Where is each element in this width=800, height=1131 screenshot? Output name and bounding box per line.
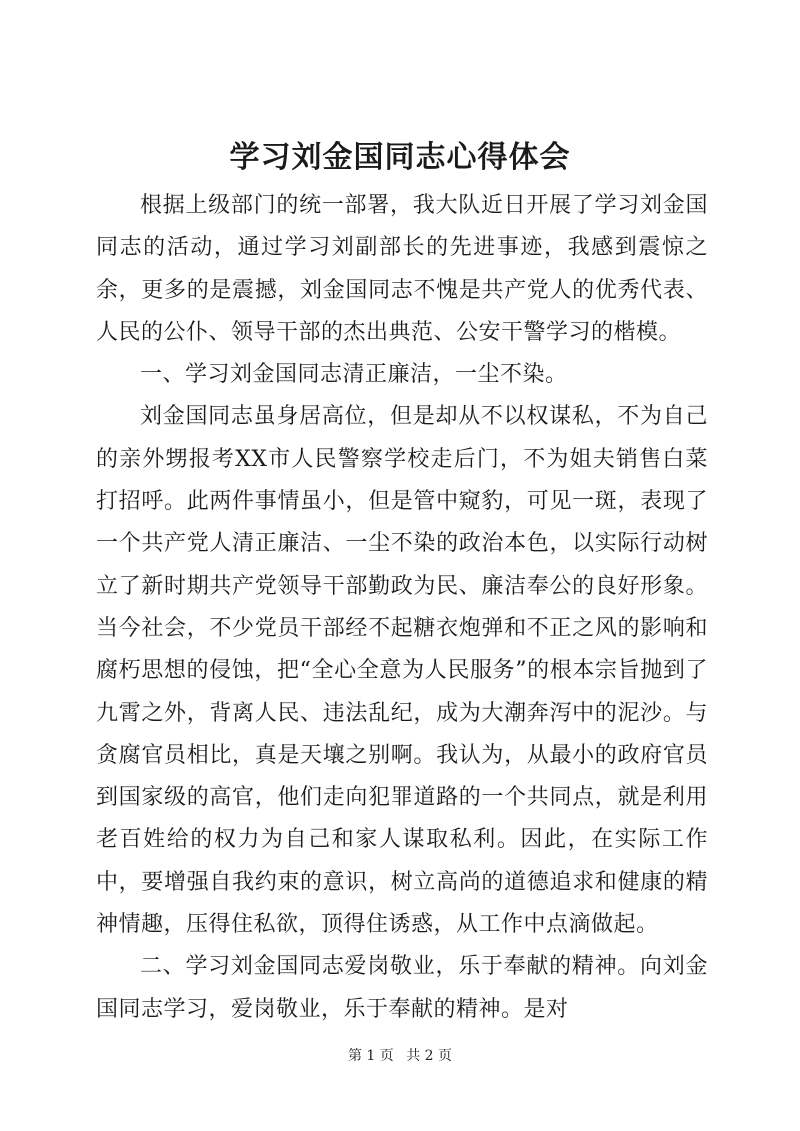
paragraph-section-1-heading: 一、学习刘金国同志清正廉洁，一尘不染。 xyxy=(140,362,568,388)
page-total: 共 2 页 xyxy=(406,1048,453,1064)
paragraph-section-1-body: 刘金国同志虽身居高位，但是却从不以权谋私，不为自己的亲外甥报考XX市人民警察学校走后门，不为姐夫销售白菜打招呼。此两件事情虽小，但是管中窥豹，可见一斑，表现了一个共产党人清正廉洁、一尘不染的政治本色，以实际行动树立了新时期共产党领导干部勤政为民、廉洁奉公的良好形象。当今社会，不少党员干部经不起糖衣炮弹和不正之风的影响和腐朽思想的侵蚀，把“全心全意为人民服务”的根本宗旨抛到了九霄之外，背离人民、违法乱纪，成为大潮奔泻中的泥沙。与贪腐官员相比，真是天壤之别啊。我认为，从最小的政府官员到国家级的高官，他们走向犯罪道路的一个共同点，就是利用老百姓给的权力为自己和家人谋取私利。因此，在实际工作中，要增强自我约束的意识，树立高尚的道德追求和健康的精神情趣，压得住私欲，顶得住诱惑，从工作中点滴做起。 xyxy=(96,404,708,938)
page-footer xyxy=(0,1046,800,1066)
paragraph-section-2-heading: 二、学习刘金国同志爱岗敬业，乐于奉献的精神。向刘金国同志学习，爱岗敬业，乐于奉献的精神。是对 xyxy=(96,954,708,1022)
document-body xyxy=(96,185,708,1031)
paragraph-intro: 根据上级部门的统一部署，我大队近日开展了学习刘金国同志的活动，通过学习刘副部长的先进事迹，我感到震惊之余，更多的是震撼，刘金国同志不愧是共产党人的优秀代表、人民的公仆、领导干部的杰出典范、公安干警学习的楷模。 xyxy=(96,193,708,345)
document-title: 学习刘金国同志心得体会 xyxy=(229,140,571,175)
page-number: 第 1 页 xyxy=(347,1048,394,1064)
